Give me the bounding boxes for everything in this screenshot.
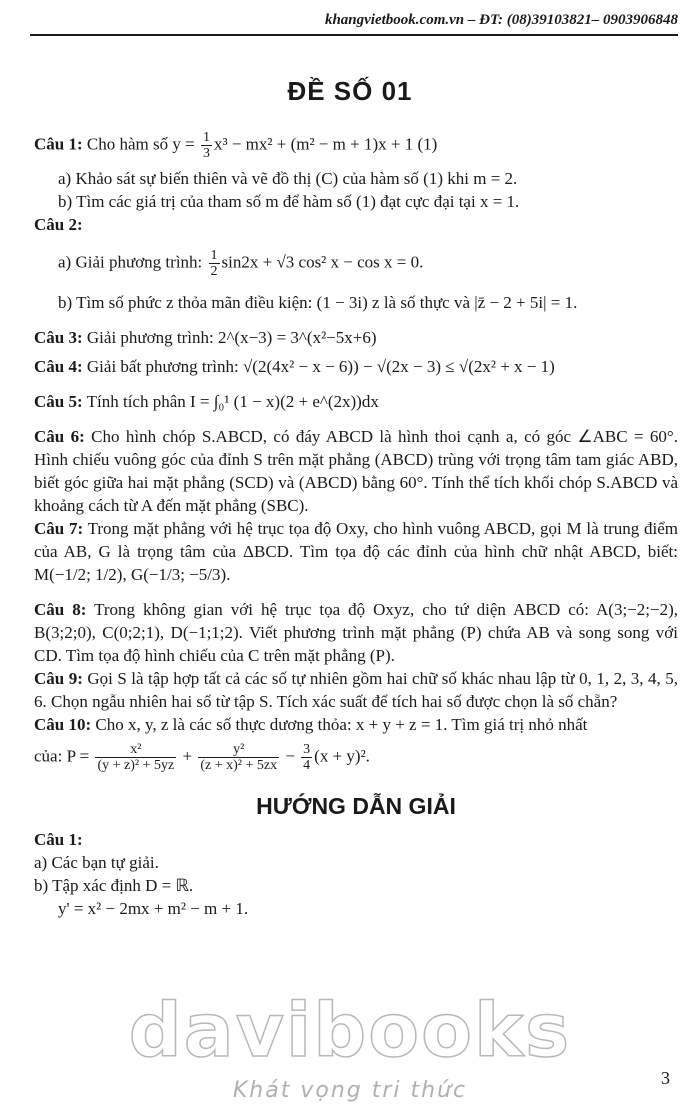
page-header: khangvietbook.com.vn – ĐT: (08)39103821– 0903906848: [324, 12, 678, 28]
solution-a: a) Các bạn tự giải.: [34, 853, 159, 872]
question-text: Cho x, y, z là các số thực dương thỏa: x + y + z = 1. Tìm giá trị nhỏ nhất: [95, 715, 588, 734]
operator: −: [285, 746, 295, 766]
numerator: 1: [210, 248, 218, 263]
equation-rest: x³ − mx² + (m² − m + 1)x + 1 (1): [213, 134, 438, 154]
question-1a: a) Khảo sát sự biến thiên và vẽ đồ thị (C) của hàm số (1) khi m = 2.: [58, 169, 518, 188]
question-7: [34, 517, 678, 586]
question-5: [34, 390, 678, 413]
question-label: Câu 10:: [34, 715, 92, 734]
question-label: Câu 9:: [34, 669, 83, 688]
question-3: [34, 326, 678, 349]
expression-tail: (x + y)².: [314, 746, 370, 766]
question-label: Câu 5:: [34, 392, 83, 411]
watermark-tagline: Khát vọng tri thức: [232, 1078, 468, 1103]
coordinates: M(−1/2; 1/2), G(−1/3; −5/3).: [34, 565, 231, 584]
question-text: Giải phương trình: 2^(x−3) = 3^(x²−5x+6): [86, 328, 377, 347]
numerator: x²: [95, 742, 176, 758]
question-label: Câu 7:: [34, 519, 84, 538]
question-label: Câu 3:: [34, 328, 83, 347]
question-10: [34, 713, 678, 736]
equation-rest: sin2x + √3 cos² x − cos x = 0.: [221, 252, 424, 272]
fraction: [301, 742, 312, 773]
equation-y: y =: [172, 134, 195, 154]
question-6: [34, 425, 678, 517]
question-label: Câu 1:: [34, 830, 83, 849]
question-label: Câu 2:: [34, 215, 83, 234]
fraction: [198, 742, 279, 773]
watermark-logo: davibooks: [128, 988, 572, 1074]
solution-label: [34, 828, 678, 851]
fraction: [201, 130, 212, 161]
question-text: Gọi S là tập hợp tất cả các số tự nhiên gồm hai chữ số khác nhau lập từ 0, 1, 2, 3, 4, 5, 6. Chọn ngẫu nhiên hai số từ tập S. Tích xác suất để tích hai số được chọn là số chẵn?: [34, 669, 678, 711]
fraction: [95, 742, 176, 773]
numerator: 1: [202, 130, 210, 145]
operator: +: [182, 746, 193, 766]
exam-title: ĐỀ SỐ 01: [287, 76, 413, 106]
question-label: Câu 4:: [34, 357, 83, 376]
exam-content: [34, 130, 678, 920]
question-text: Trong không gian với hệ trục tọa độ Oxyz, cho tứ diện ABCD có: A(3;−2;−2), B(3;2;0), C(0;2;1), D(−1;1;2). Viết phương trình mặt phẳng (P) chứa AB và song song với CD. Tìm tọa độ hình chiếu của C trên mặt phẳng (P).: [34, 600, 678, 665]
solution-b: b) Tập xác định D = ℝ.: [34, 876, 194, 895]
question-1b: b) Tìm các giá trị của tham số m để hàm số (1) đạt cực đại tại x = 1.: [58, 192, 520, 211]
question-label: Câu 1:: [34, 134, 83, 154]
denominator: 3: [202, 146, 210, 161]
expression-lead: của: P =: [34, 746, 90, 766]
question-2a: [34, 248, 678, 279]
question-1: [34, 130, 678, 161]
solution-derivative: y' = x² − 2mx + m² − m + 1.: [58, 899, 249, 918]
question-text: Giải bất phương trình: √(2(4x² − x − 6)) − √(2x − 3) ≤ √(2x² + x − 1): [86, 357, 555, 376]
denominator: 4: [303, 758, 311, 773]
question-2b: b) Tìm số phức z thỏa mãn điều kiện: (1 − 3i) z là số thực và |z̄ − 2 + 5i| = 1.: [58, 293, 578, 312]
denominator: (y + z)² + 5yz: [97, 758, 175, 773]
question-2: [34, 213, 678, 236]
numerator: 3: [303, 742, 311, 757]
denominator: 2: [210, 264, 218, 279]
question-4: [34, 355, 678, 378]
question-text: Trong mặt phẳng với hệ trục tọa độ Oxy, cho hình vuông ABCD, gọi M là trung điểm của AB, G là trọng tâm của ΔBCD. Tìm tọa độ các đỉnh của hình chữ nhật ABCD, biết:: [34, 519, 678, 561]
solution-title: HƯỚNG DẪN GIẢI: [256, 793, 456, 819]
numerator: y²: [198, 742, 279, 758]
fraction: [209, 248, 220, 279]
question-8: [34, 598, 678, 667]
question-text: a) Giải phương trình:: [58, 252, 203, 272]
denominator: (z + x)² + 5zx: [200, 758, 278, 773]
question-text: Cho hàm số: [86, 134, 169, 154]
question-text: Tính tích phân I = ∫₀¹ (1 − x)(2 + e^(2x))dx: [86, 392, 379, 411]
question-label: Câu 8:: [34, 600, 87, 619]
question-9: [34, 667, 678, 713]
page-number: 3: [661, 1068, 670, 1088]
question-label: Câu 6:: [34, 427, 85, 446]
question-10-expression: [34, 742, 678, 773]
question-text: Cho hình chóp S.ABCD, có đáy ABCD là hình thoi cạnh a, có góc ∠ABC = 60°. Hình chiếu vuông góc của đỉnh S trên mặt phẳng (ABCD) trùng với trọng tâm tam giác ABD, biết góc giữa hai mặt phẳng (SCD) và (ABCD) bằng 60°. Tính thể tích khối chóp S.ABCD và khoảng cách từ A đến mặt phẳng (SBC).: [34, 427, 678, 515]
header-divider: [30, 34, 678, 36]
